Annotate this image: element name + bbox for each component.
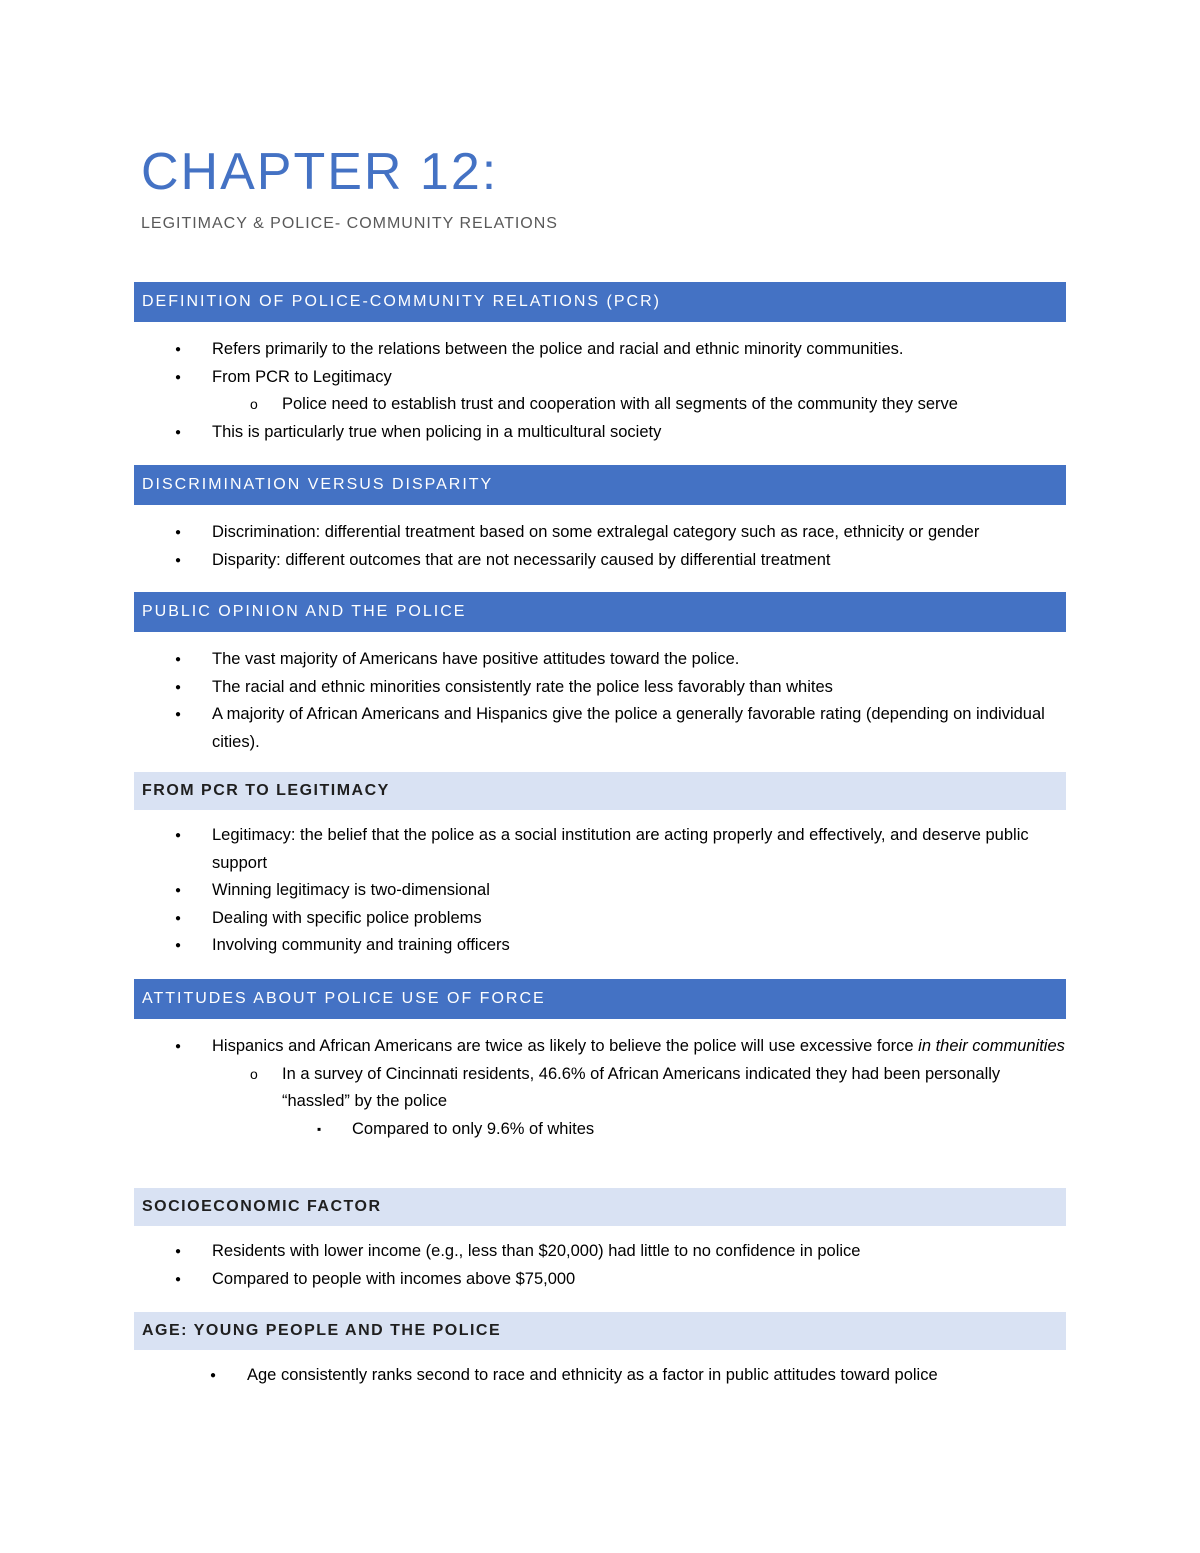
- list-item: ● A majority of African Americans and Hispanics give the police a generally favorable rating (depending on individual cities).: [134, 701, 1066, 756]
- list-item: [134, 1033, 1066, 1061]
- section-pcr-definition: [134, 282, 1066, 446]
- chapter-subtitle: LEGITIMACY & POLICE- COMMUNITY RELATIONS: [141, 215, 558, 232]
- list-item: ● The vast majority of Americans have positive attitudes toward the police.: [134, 646, 1066, 674]
- section-pcr-to-legitimacy: [134, 772, 1066, 960]
- section-public-opinion: [134, 592, 1066, 756]
- list-item: ● Dealing with specific police problems: [134, 905, 1066, 933]
- bullet-list: [134, 646, 1066, 756]
- bullet-list: [134, 519, 1066, 574]
- section-heading: SOCIOECONOMIC FACTOR: [134, 1188, 1066, 1226]
- list-item: ● Disparity: different outcomes that are not necessarily caused by differential treatment: [134, 547, 1066, 575]
- section-heading: DISCRIMINATION VERSUS DISPARITY: [134, 465, 1066, 505]
- bullet-list: [134, 822, 1066, 960]
- chapter-title: CHAPTER 12:: [141, 143, 499, 201]
- list-item: ● Residents with lower income (e.g., less than $20,000) had little to no confidence in police: [134, 1238, 1066, 1266]
- section-heading: FROM PCR TO LEGITIMACY: [134, 772, 1066, 810]
- bullet-list: [134, 336, 1066, 446]
- section-discrimination-disparity: [134, 465, 1066, 574]
- list-item: ● Refers primarily to the relations between the police and racial and ethnic minority communities.: [134, 336, 1066, 364]
- section-heading: AGE: YOUNG PEOPLE AND THE POLICE: [134, 1312, 1066, 1350]
- list-item: ● Legitimacy: the belief that the police as a social institution are acting properly and effectively, and deserve public support: [134, 822, 1066, 877]
- sub-list-item: o Police need to establish trust and cooperation with all segments of the community they serve: [134, 391, 1066, 419]
- list-item-text: Hispanics and African Americans are twice as likely to believe the police will use excessive force: [212, 1037, 914, 1055]
- section-use-of-force: [134, 979, 1066, 1143]
- sub-list-item: o In a survey of Cincinnati residents, 46.6% of African Americans indicated they had been personally “hassled” by the police: [134, 1061, 1066, 1116]
- bullet-list: [134, 1033, 1066, 1143]
- list-item: ● Compared to people with incomes above $75,000: [134, 1266, 1066, 1294]
- list-item: ● Winning legitimacy is two-dimensional: [134, 877, 1066, 905]
- list-item: ● Age consistently ranks second to race and ethnicity as a factor in public attitudes toward police: [134, 1362, 1066, 1390]
- list-item: ● The racial and ethnic minorities consistently rate the police less favorably than whites: [134, 674, 1066, 702]
- section-heading: DEFINITION OF POLICE-COMMUNITY RELATIONS (PCR): [134, 282, 1066, 322]
- list-item: ● From PCR to Legitimacy: [134, 364, 1066, 392]
- section-age: [134, 1312, 1066, 1390]
- section-socioeconomic: [134, 1188, 1066, 1293]
- section-heading: ATTITUDES ABOUT POLICE USE OF FORCE: [134, 979, 1066, 1019]
- list-item: ● Discrimination: differential treatment based on some extralegal category such as race, ethnicity or gender: [134, 519, 1066, 547]
- bullet-list: [134, 1362, 1066, 1390]
- sub-sub-list-item: ▪ Compared to only 9.6% of whites: [134, 1116, 1066, 1144]
- section-heading: PUBLIC OPINION AND THE POLICE: [134, 592, 1066, 632]
- bullet-list: [134, 1238, 1066, 1293]
- list-item: ● This is particularly true when policing in a multicultural society: [134, 419, 1066, 447]
- list-item: ● Involving community and training officers: [134, 932, 1066, 960]
- list-item-emphasis: in their communities: [918, 1037, 1065, 1055]
